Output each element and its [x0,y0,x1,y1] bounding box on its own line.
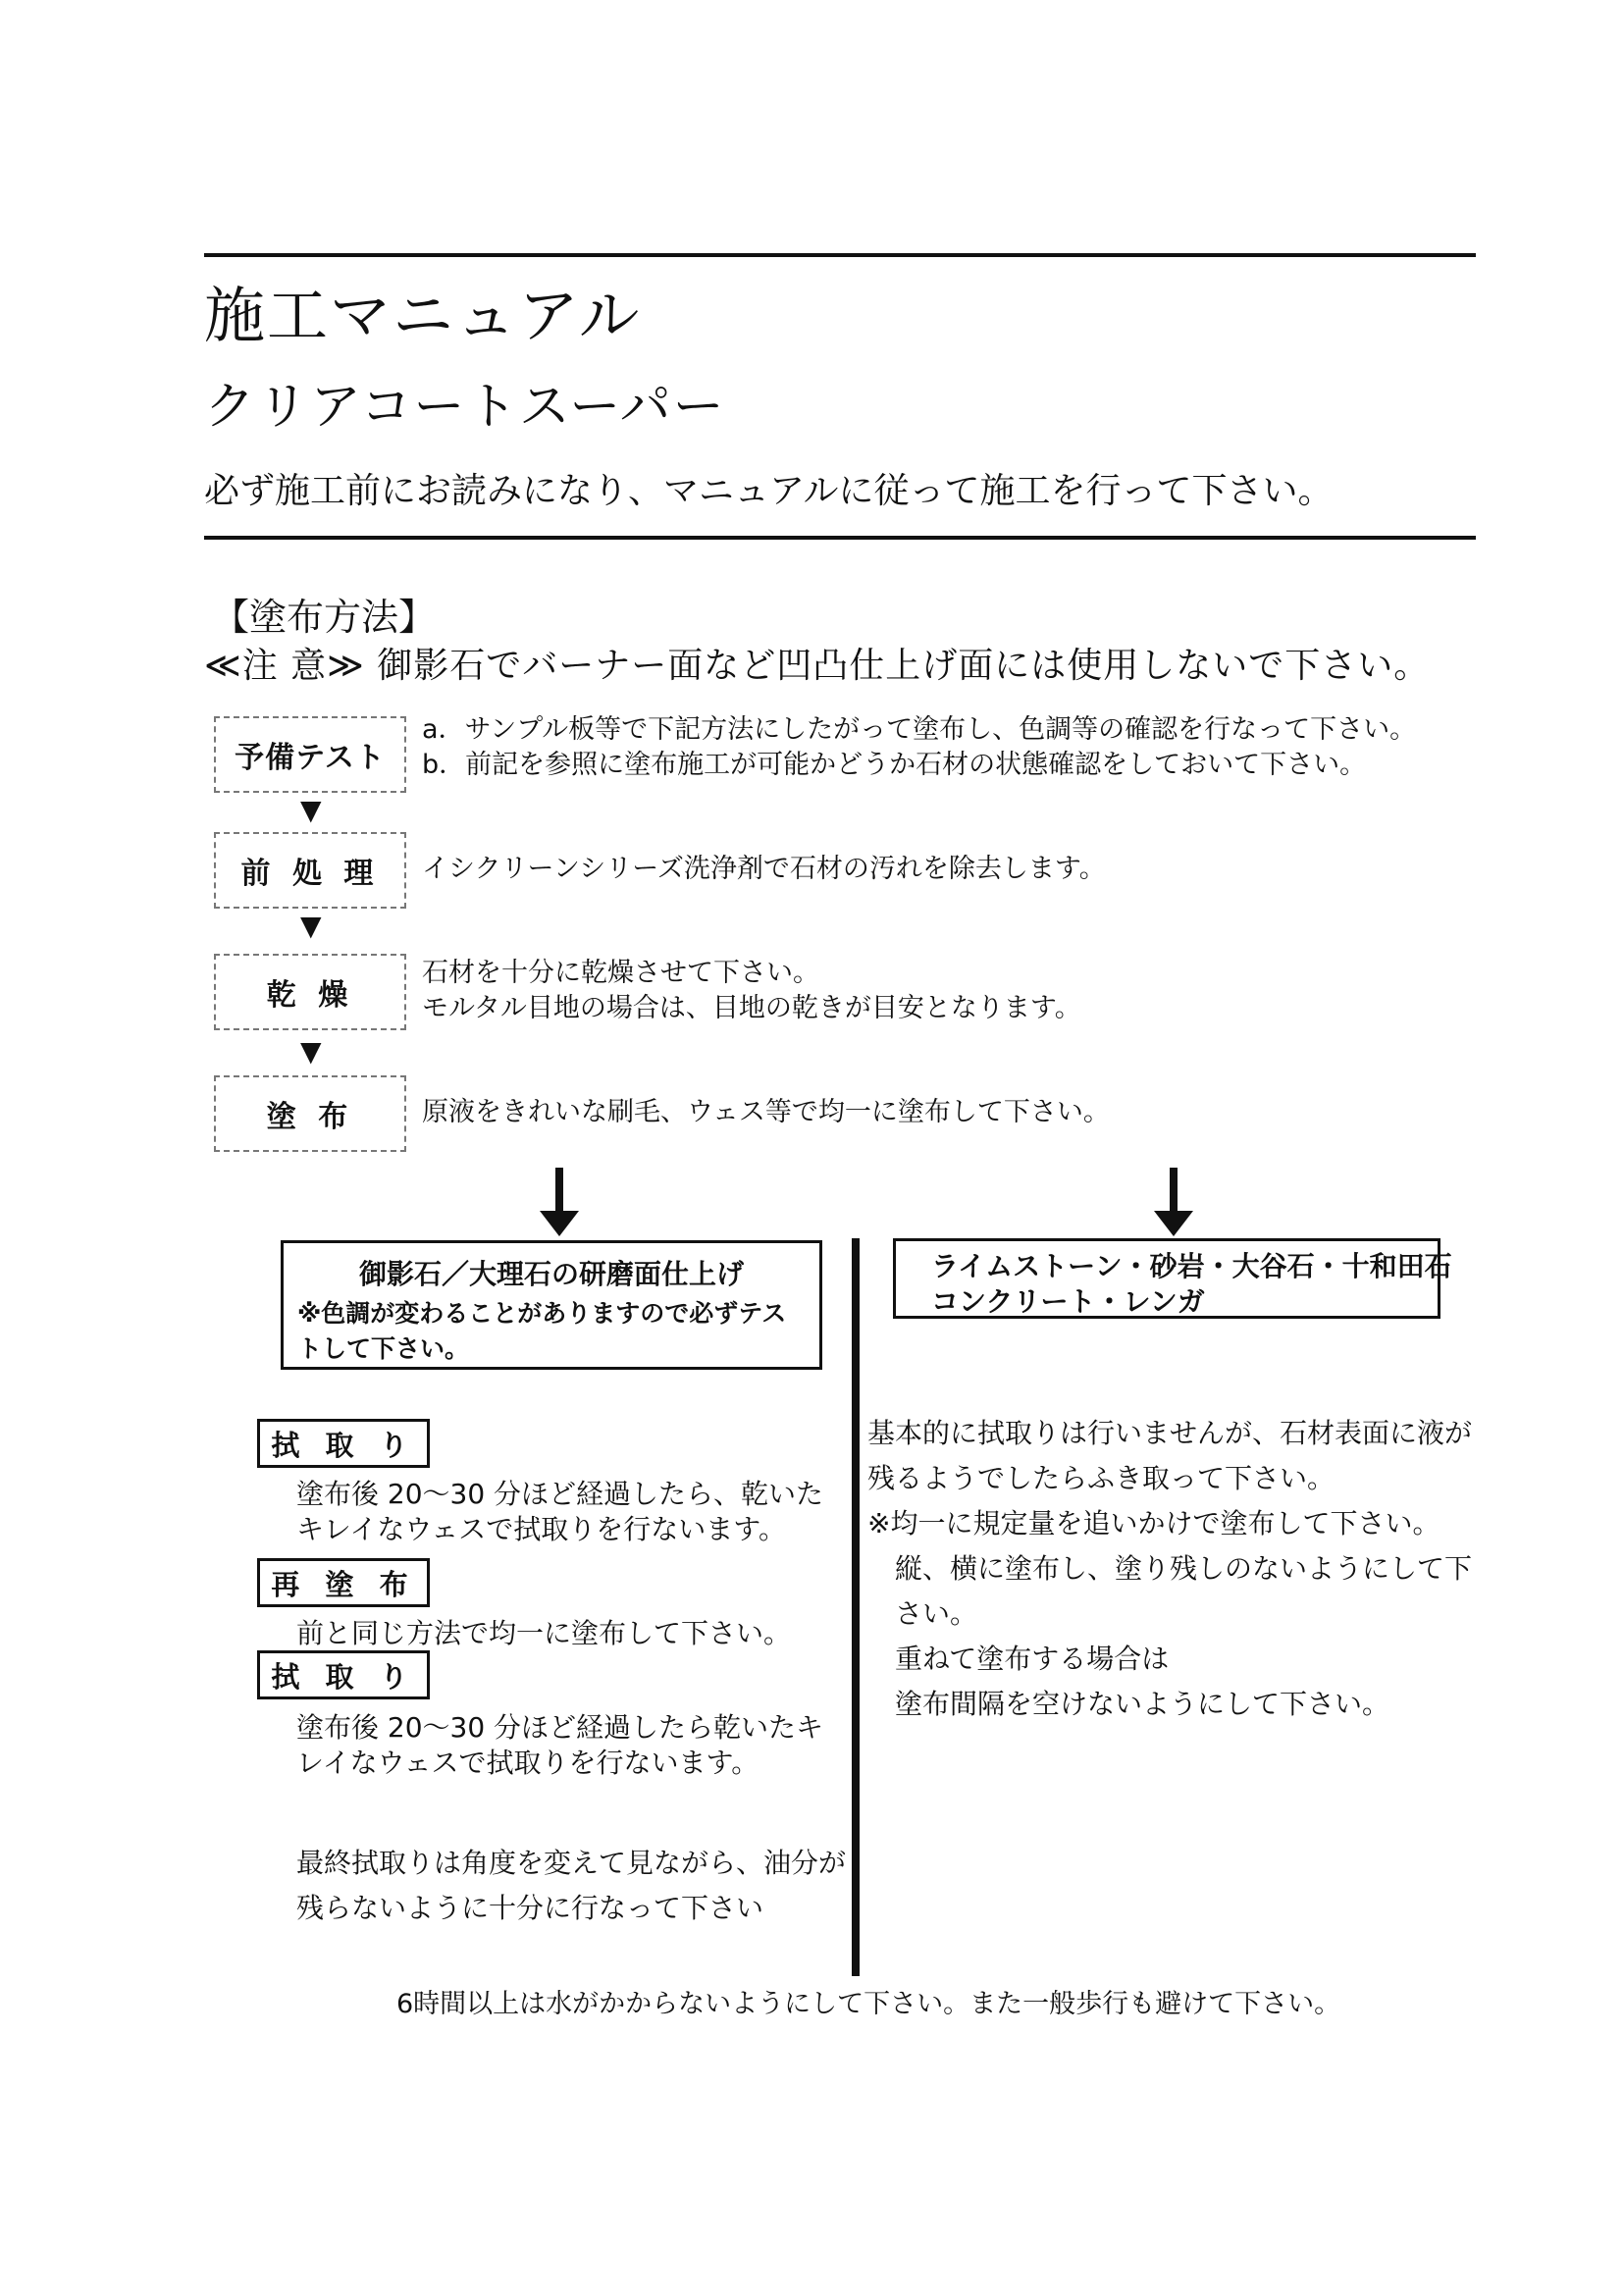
page-title: 施工マニュアル [204,280,642,351]
label-wipe-1: 拭 取 り [257,1419,430,1468]
step-label-drying: 乾 燥 [214,954,406,1030]
step-text-drying-2: モルタル目地の場合は、目地の乾きが目安となります。 [422,993,1081,1023]
product-name: クリアコートスーパー [204,378,726,437]
recoat-text: 前と同じ方法で均一に塗布して下さい。 [296,1617,792,1649]
porous-stone-box [893,1238,1452,1319]
step-label-application: 塗 布 [214,1075,406,1152]
read-before-notice: 必ず施工前にお読みになり、マニュアルに従って施工を行って下さい。 [204,471,1334,511]
polished-stone-note-1: ※色調が変わることがありますので必ずテス [297,1299,787,1328]
footer-note: 6時間以上は水がかからないようにして下さい。また一般歩行も避けて下さい。 [396,1989,1341,2019]
polished-stone-note-2: トして下さい。 [297,1334,470,1363]
down-arrow-left-icon [540,1168,579,1238]
step-text-pretreatment: イシクリーンシリーズ洗浄剤で石材の汚れを除去します。 [422,854,1106,884]
right-text-6: 重ねて塗布する場合は [895,1643,1170,1675]
final-wipe-text-2: 残らないように十分に行なって下さい [296,1892,764,1924]
step-text-drying-1: 石材を十分に乾燥させて下さい。 [422,958,819,988]
column-divider [852,1238,860,1976]
right-text-3: ※均一に規定量を追いかけで塗布して下さい。 [867,1507,1440,1539]
header-bottom-rule [204,536,1476,540]
top-rule [204,253,1476,257]
right-text-2: 残るようでしたらふき取って下さい。 [867,1462,1335,1494]
porous-stone-line-2: コンクリート・レンガ [931,1285,1205,1318]
right-text-5: さい。 [895,1597,978,1630]
flow-down-marker: ▼ [300,1035,322,1068]
caution-line: ≪注 意≫ 御影石でバーナー面など凹凸仕上げ面には使用しないで下さい。 [204,646,1431,686]
wipe-1-text-1: 塗布後 20～30 分ほど経過したら、乾いた [296,1478,824,1510]
flow-down-marker: ▼ [300,910,322,942]
section-title: 【塗布方法】 [212,596,437,639]
wipe-2-text-2: レイなウェスで拭取りを行ないます。 [296,1747,759,1779]
step-label-pretreatment: 前 処 理 [214,832,406,909]
wipe-1-text-2: キレイなウェスで拭取りを行ないます。 [296,1513,786,1545]
porous-stone-line-1: ライムストーン・砂岩・大谷石・十和田石 [931,1250,1452,1282]
step-text-pretest-b: b．前記を参照に塗布施工が可能かどうか石材の状態確認をしておいて下さい。 [422,750,1367,780]
step-text-application: 原液をきれいな刷毛、ウェス等で均一に塗布して下さい。 [422,1097,1110,1127]
step-label-pretest: 予備テスト [214,716,406,793]
right-text-1: 基本的に拭取りは行いませんが、石材表面に液が [867,1417,1473,1449]
step-text-pretest-a: a．サンプル板等で下記方法にしたがって塗布し、色調等の確認を行なって下さい。 [422,714,1417,745]
polished-stone-title: 御影石／大理石の研磨面仕上げ [358,1258,744,1290]
final-wipe-text-1: 最終拭取りは角度を変えて見ながら、油分が [296,1847,847,1879]
label-recoat: 再 塗 布 [257,1558,430,1607]
right-text-4: 縦、横に塗布し、塗り残しのないようにして下 [895,1552,1473,1585]
flow-down-marker: ▼ [300,794,322,826]
label-wipe-2: 拭 取 り [257,1650,430,1699]
down-arrow-right-icon [1154,1168,1193,1238]
right-text-7: 塗布間隔を空けないようにして下さい。 [895,1688,1390,1720]
wipe-2-text-1: 塗布後 20～30 分ほど経過したら乾いたキ [296,1711,824,1744]
polished-stone-box [281,1240,822,1370]
